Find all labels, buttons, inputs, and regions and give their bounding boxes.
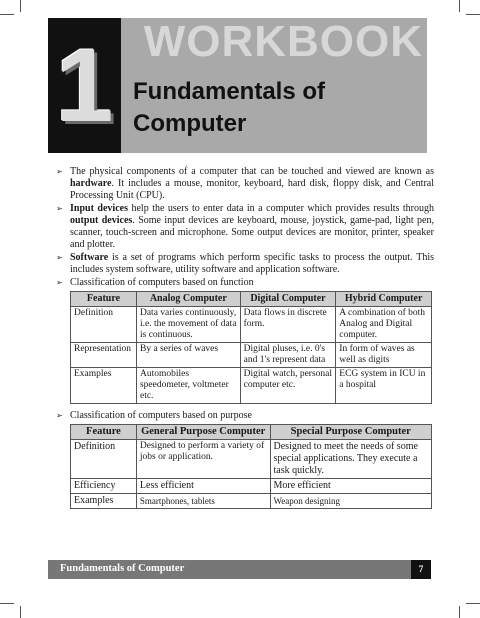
bullet-software [56,252,434,276]
page-number: 7 [411,560,431,579]
table-cell: A combination of both Analog and Digital computer. [336,307,432,343]
crop-mark [0,14,14,15]
table-cell: In form of waves as well as digits [336,343,432,368]
bullet-text: help the users to enter data in a computer which provides results through [127,203,435,214]
bullet-text: Classification of computers based on purpose [70,410,252,421]
table-cell: Digital pluses, i.e. 0's and 1's represent data [240,343,336,368]
bullet-text: is a set of programs which perform specific tasks to process the output. This includes system software, utility software and application software. [70,252,434,275]
table-header-cell: Hybrid Computer [336,292,432,307]
bullet-bold-term: Input devices [70,203,128,214]
table-cell: Less efficient [136,479,270,494]
table-header-cell: General Purpose Computer [136,425,270,440]
crop-mark [20,0,21,12]
bullet-input-devices [56,203,434,251]
table-row [71,479,432,494]
crop-mark [466,603,480,604]
chapter-title-panel [121,18,427,153]
bullet-bold-term: Software [70,252,109,263]
page-footer [48,560,431,579]
table-cell: Representation [71,343,137,368]
table-row [71,440,432,479]
table-cell: Definition [71,440,137,479]
table-cell: Definition [71,307,137,343]
bullet-text: Classification of computers based on function [70,277,254,288]
table-header-cell: Digital Computer [240,292,336,307]
bullet-text: The physical components of a computer that can be touched and viewed are known as [70,166,434,177]
table-row [71,368,432,404]
table-header-cell: Analog Computer [136,292,240,307]
table-cell: Weapon designing [270,494,431,509]
function-classification-table [70,291,432,404]
table-cell: Efficiency [71,479,137,494]
table-header-cell: Feature [71,292,137,307]
bullet-classification-purpose [56,410,434,422]
table-cell: Data varies continuously, i.e. the movement of data is continuous. [136,307,240,343]
table-cell: Examples [71,494,137,509]
bullet-hardware [56,166,434,202]
table-row [71,494,432,509]
table-row [71,343,432,368]
chapter-title-line-1: Fundamentals of [133,78,326,105]
table-cell: Examples [71,368,137,404]
table-cell: Smartphones, tablets [136,494,270,509]
table-cell: Designed to perform a variety of jobs or application. [136,440,270,479]
purpose-classification-table [70,424,432,509]
table-header-cell: Special Purpose Computer [270,425,431,440]
table-header-row [71,425,432,440]
arrow-bullet-icon: ➢ [56,278,63,287]
crop-mark [459,606,460,618]
arrow-bullet-icon: ➢ [56,167,63,176]
table-cell: Automobiles speedometer, voltmeter etc. [136,368,240,404]
crop-mark [459,0,460,12]
chapter-title-line-2: Computer [133,110,247,137]
table-header-cell: Feature [71,425,137,440]
bullet-bold-term: output devices [70,215,133,226]
chapter-title [133,76,423,140]
bullet-bold-term: hardware [70,178,112,189]
crop-mark [0,603,14,604]
arrow-bullet-icon: ➢ [56,204,63,213]
bullet-text: . It includes a mouse, monitor, keyboard, hard disk, floppy disk, and Central Processing Unit (CPU). [70,178,434,201]
table-cell: More efficient [270,479,431,494]
table-cell: Designed to meet the needs of some special applications. They execute a task quickly. [270,440,431,479]
table-cell: By a series of waves [136,343,240,368]
table-cell: ECG system in ICU in a hospital [336,368,432,404]
crop-mark [466,14,480,15]
chapter-number: 1 [55,27,114,144]
table-cell: Digital watch, personal computer etc. [240,368,336,404]
bullet-classification-function [56,277,434,289]
page-content [56,166,434,515]
crop-mark [20,606,21,618]
table-header-row [71,292,432,307]
chapter-number-block [48,18,121,153]
arrow-bullet-icon: ➢ [56,253,63,262]
table-cell: Data flows in discrete form. [240,307,336,343]
workbook-banner: WORKBOOK [143,17,423,66]
arrow-bullet-icon: ➢ [56,411,63,420]
table-row [71,307,432,343]
footer-title: Fundamentals of Computer [60,563,185,574]
bullet-text: . Some input devices are keyboard, mouse, joystick, game-pad, light pen, scanner, touch-screen and microphone. Some output devices are monitor, printer, speaker and plotter. [70,215,434,250]
